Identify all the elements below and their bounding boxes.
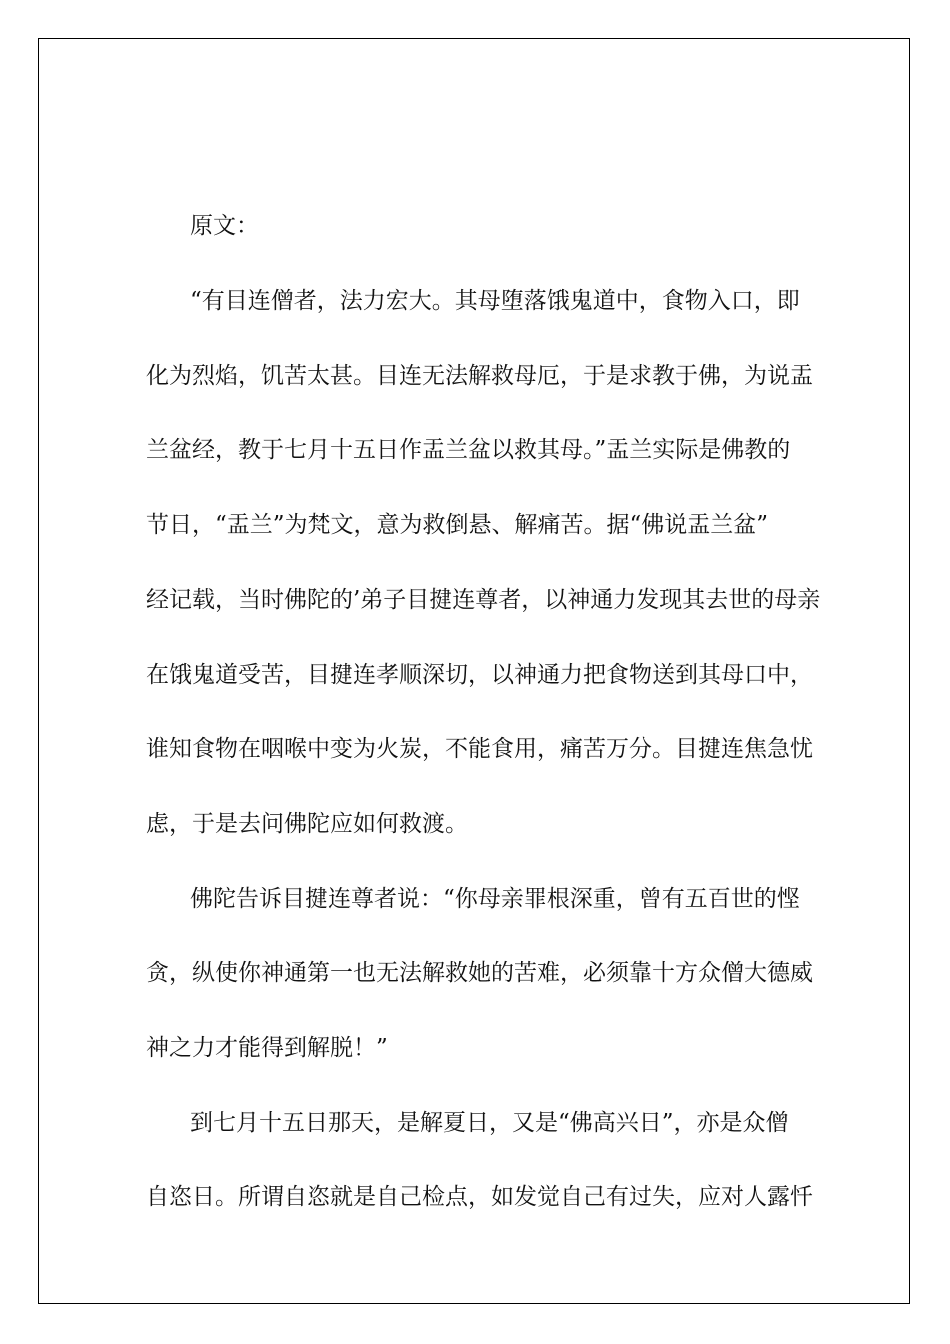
text-line: 节日，“盂兰”为梵文，意为救倒悬、解痛苦。据“佛说盂兰盆” [146, 512, 769, 538]
text-line: 在饿鬼道受苦，目揵连孝顺深切，以神通力把食物送到其母口中， [146, 662, 813, 688]
text-line: 兰盆经，教于七月十五日作盂兰盆以救其母。”盂兰实际是佛教的 [146, 437, 791, 463]
text-line: 佛陀告诉目揵连尊者说：“你母亲罪根深重，曾有五百世的悭 [190, 886, 800, 912]
text-line: 自恣日。所谓自恣就是自己检点，如发觉自己有过失，应对人露忏 [146, 1184, 813, 1210]
text-line: 化为烈焰，饥苦太甚。目连无法解救母厄，于是求教于佛，为说盂 [146, 363, 813, 389]
text-line: 到七月十五日那天，是解夏日，又是“佛高兴日”，亦是众僧 [190, 1110, 789, 1136]
section-label: 原文： [190, 213, 259, 239]
text-line: 谁知食物在咽喉中变为火炭，不能食用，痛苦万分。目揵连焦急忧 [146, 736, 813, 762]
text-line: “有目连僧者，法力宏大。其母堕落饿鬼道中，食物入口，即 [190, 288, 800, 314]
text-line: 神之力才能得到解脱！” [146, 1035, 388, 1061]
text-line: 经记载，当时佛陀的’弟子目揵连尊者，以神通力发现其去世的母亲 [146, 587, 821, 613]
text-line: 贪，纵使你神通第一也无法解救她的苦难，必须靠十方众僧大德威 [146, 960, 813, 986]
text-line: 虑，于是去问佛陀应如何救渡。 [146, 811, 468, 837]
